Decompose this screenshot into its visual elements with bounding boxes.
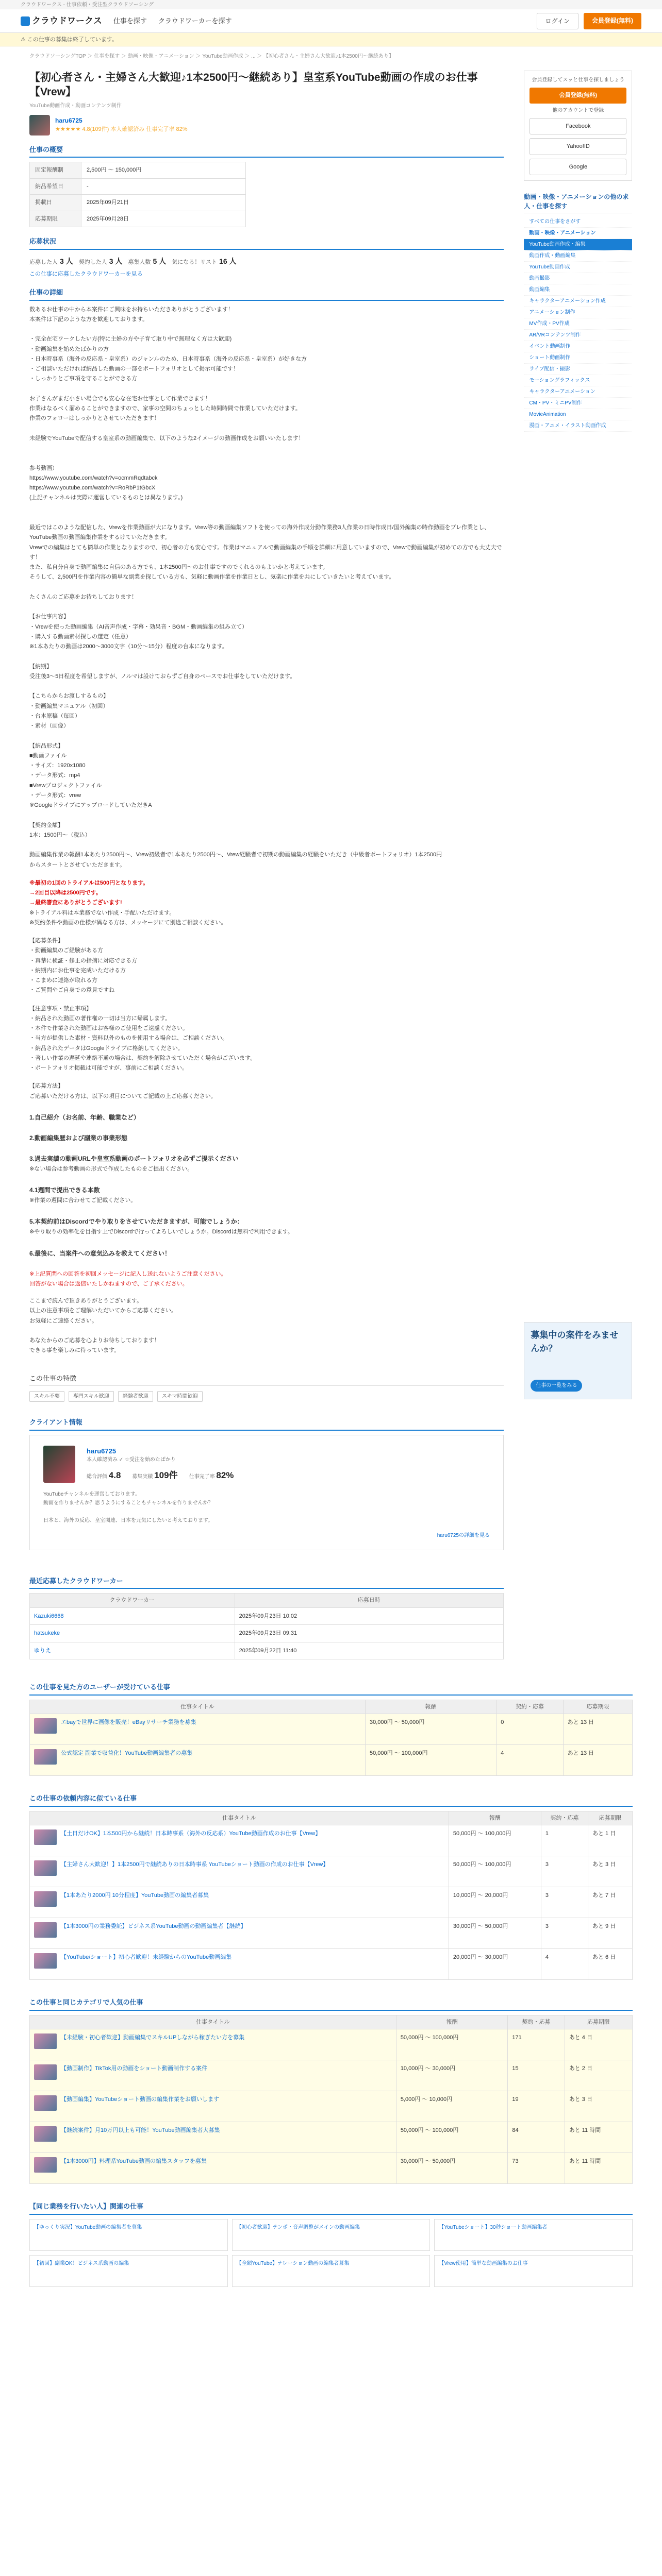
question-5: 5.本契約前はDiscordでやり取りをさせていただきますが、可能でしょうか： bbox=[29, 1218, 243, 1226]
metric-count-label: 募集実績 bbox=[132, 1474, 153, 1480]
applied-at: 2025年09月22日 11:40 bbox=[235, 1642, 503, 1659]
client-description: YouTubeチャンネルを運営しております。 動画を作りませんか？思うようにすることもチャンネルを作りませんか？ 日本と、海外の反応、皇室関連、日本を元気にしたいと考えております。 bbox=[43, 1491, 213, 1523]
job-title: 【初心者さん・主婦さん大歓迎♪1本2500円～継続あり】皇室系YouTube動画の作成のお仕事【Vrew】 bbox=[29, 72, 478, 98]
category-item[interactable]: イベント動画制作 bbox=[524, 341, 632, 352]
job-applicants: 3 bbox=[541, 1887, 588, 1918]
job-thumbnail bbox=[34, 1953, 57, 1969]
applied-at: 2025年09月23日 09:31 bbox=[235, 1625, 503, 1642]
table-row bbox=[30, 1607, 504, 1625]
logo-text: クラウドワークス bbox=[32, 15, 102, 26]
ad-button[interactable]: 仕事の一覧をみる bbox=[531, 1380, 582, 1392]
category-heading: 動画・映像・アニメーションの他の求人・仕事を探す bbox=[524, 192, 632, 213]
applicants-stats bbox=[29, 254, 504, 269]
job-applicants: 15 bbox=[508, 2060, 565, 2091]
skill-tags bbox=[29, 1391, 504, 1402]
job-link[interactable]: 【継続案件】月10万円以上も可能！YouTube動画編集者大募集 bbox=[61, 2127, 220, 2134]
table-row[interactable] bbox=[30, 1949, 633, 1980]
yahoo-signup-button[interactable]: Yahoo!ID bbox=[529, 138, 626, 155]
job-link[interactable]: 【未経験・初心者歓迎】動画編集でスキルUPしながら稼ぎたい方を募集 bbox=[61, 2035, 245, 2041]
job-deadline: あと 3 日 bbox=[565, 2091, 632, 2122]
overview-value: 2025年09月21日 bbox=[81, 195, 246, 211]
client-detail-link[interactable]: haru6725の詳細を見る bbox=[437, 1532, 490, 1538]
job-category[interactable]: YouTube動画作成・動画コンテンツ制作 bbox=[29, 103, 122, 109]
related-heading: この仕事を見た方のユーザーが受けている仕事 bbox=[29, 1680, 633, 1696]
detail-method: 【応募方法】 ご応募いただける方は、以下の項目についてご記載の上ご応募ください。 bbox=[29, 1083, 217, 1099]
col-header: クラウドワーカー bbox=[30, 1594, 235, 1608]
client-big-avatar[interactable] bbox=[43, 1446, 75, 1483]
facebook-signup-button[interactable]: Facebook bbox=[529, 118, 626, 135]
job-link[interactable]: 公式認定 副業で収益化！YouTube動画編集者の募集 bbox=[61, 1750, 193, 1757]
col-header: 仕事タイトル bbox=[30, 1700, 366, 1714]
related-section-3 bbox=[29, 1995, 633, 2184]
stat-label: 募集人数 bbox=[128, 259, 151, 265]
job-price: 30,000円 〜 50,000円 bbox=[396, 2153, 508, 2184]
col-header: 契約・応募 bbox=[541, 1811, 588, 1825]
related-card[interactable]: 【初回】副業OK！ビジネス系動画の編集 bbox=[29, 2255, 228, 2287]
job-applicants: 4 bbox=[541, 1949, 588, 1980]
overview-heading: 仕事の概要 bbox=[29, 143, 504, 158]
job-deadline: あと 3 日 bbox=[588, 1856, 633, 1887]
main-column bbox=[29, 63, 504, 1659]
login-button[interactable]: ログイン bbox=[537, 13, 578, 29]
breadcrumb[interactable]: クラウドソーシングTOP ＞ 仕事を探す ＞ 動画・映像・アニメーション ＞ YouTube動画作成 ＞ ... ＞ 【初心者さん・主婦さん大歓迎♪1本2500円～継続あり】 bbox=[29, 54, 394, 59]
job-thumbnail bbox=[34, 2126, 57, 2142]
job-thumbnail bbox=[34, 1718, 57, 1734]
related-section-2 bbox=[29, 1791, 633, 1980]
job-price: 30,000円 〜 50,000円 bbox=[365, 1714, 496, 1745]
category-item[interactable]: AR/VRコンテンツ制作 bbox=[524, 330, 632, 341]
job-price: 50,000円 〜 100,000円 bbox=[449, 1856, 541, 1887]
job-applicants: 0 bbox=[496, 1714, 564, 1745]
job-price: 50,000円 〜 100,000円 bbox=[365, 1745, 496, 1776]
overview-value: - bbox=[81, 178, 246, 195]
category-item[interactable]: MovieAnimation bbox=[524, 409, 632, 420]
col-header: 報酬 bbox=[449, 1811, 541, 1825]
metric-count-value: 109件 bbox=[154, 1470, 178, 1481]
category-item[interactable]: 動画撮影 bbox=[524, 273, 632, 284]
client-card-name[interactable]: haru6725 bbox=[87, 1447, 117, 1455]
table-row bbox=[30, 1642, 504, 1659]
detail-conditions: 【応募条件】 ・動画編集のご経験がある方 ・真摯に検証・修正の指摘に対応できる方 ・納期内にお仕事を完成いただける方 ・こまめに連絡が取れる方 ・ご質問やご自身での意見ですね bbox=[29, 938, 137, 994]
top-notice-text: クラウドワークス - 仕事依頼・受注型クラウドソーシング bbox=[21, 2, 154, 8]
category-item[interactable]: YouTube動画作成 bbox=[524, 262, 632, 273]
category-item[interactable]: アニメーション制作 bbox=[524, 307, 632, 318]
table-row[interactable] bbox=[30, 2060, 633, 2091]
skills-heading: この仕事の特徴 bbox=[29, 1371, 504, 1386]
nav-find-jobs[interactable]: 仕事を探す bbox=[113, 16, 147, 25]
related-section-1 bbox=[29, 1680, 633, 1776]
metric-rating-value: 4.8 bbox=[108, 1470, 121, 1481]
skill-tag[interactable]: スキマ時間歓迎 bbox=[157, 1391, 203, 1402]
job-applicants: 84 bbox=[508, 2122, 565, 2153]
category-item[interactable]: 動画編集 bbox=[524, 284, 632, 296]
job-thumbnail bbox=[34, 1860, 57, 1876]
col-header: 応募期限 bbox=[565, 2015, 632, 2029]
top-notice-bar bbox=[0, 0, 662, 9]
category-item[interactable]: キャラクターアニメーション作成 bbox=[524, 296, 632, 307]
client-card-meta: 本人確認済み ✓ ☆受注を始めたばかり bbox=[87, 1457, 176, 1463]
job-deadline: あと 9 日 bbox=[588, 1918, 633, 1949]
question-3-note: ※ない場合は参考動画の形式で作成したものをご提出ください。 bbox=[29, 1165, 193, 1172]
worker-link[interactable]: Kazuki6668 bbox=[34, 1613, 64, 1619]
related-card-grid bbox=[29, 2219, 633, 2287]
job-deadline: あと 13 日 bbox=[563, 1745, 632, 1776]
skill-tag[interactable]: スキル不要 bbox=[29, 1391, 64, 1402]
category-item[interactable]: ライブ配信・撮影 bbox=[524, 364, 632, 375]
category-item[interactable]: ショート動画制作 bbox=[524, 352, 632, 364]
job-applicants: 1 bbox=[541, 1825, 588, 1856]
job-price: 50,000円 〜 100,000円 bbox=[396, 2029, 508, 2060]
category-item[interactable]: CM・PV・ミニPV制作 bbox=[524, 398, 632, 409]
job-price: 20,000円 〜 30,000円 bbox=[449, 1949, 541, 1980]
detail-red-note: ※最初の1回のトライアルは500円となります。 bbox=[29, 879, 149, 886]
col-header: 応募日時 bbox=[235, 1594, 503, 1608]
sidebar-signup-button[interactable]: 会員登録(無料) bbox=[529, 88, 626, 104]
category-all-link[interactable]: すべての仕事をさがす bbox=[524, 216, 632, 228]
overview-key: 納品希望日 bbox=[30, 178, 81, 195]
related-heading: この仕事と同じカテゴリで人気の仕事 bbox=[29, 1995, 633, 2011]
job-applicants: 3 bbox=[541, 1856, 588, 1887]
job-thumbnail bbox=[34, 1891, 57, 1907]
job-applicants: 19 bbox=[508, 2091, 565, 2122]
client-card bbox=[29, 1435, 504, 1550]
col-header: 契約・応募 bbox=[496, 1700, 564, 1714]
job-price: 50,000円 〜 100,000円 bbox=[396, 2122, 508, 2153]
col-header: 契約・応募 bbox=[508, 2015, 565, 2029]
worker-link[interactable]: hatsukeke bbox=[34, 1630, 60, 1637]
table-row bbox=[30, 1625, 504, 1642]
job-link[interactable]: 【YouTube/ショート】初心者歓迎！未経験からのYouTube動画編集 bbox=[61, 1954, 232, 1961]
job-thumbnail bbox=[34, 2095, 57, 2111]
col-header: 報酬 bbox=[396, 2015, 508, 2029]
job-price: 50,000円 〜 100,000円 bbox=[449, 1825, 541, 1856]
job-link[interactable]: 【土日だけOK】1本500円から継続！日本時事系（海外の反応系）YouTube動画作成のお仕事【Vrew】 bbox=[61, 1831, 321, 1837]
stat-value: 16 人 bbox=[219, 257, 237, 265]
job-deadline: あと 6 日 bbox=[588, 1949, 633, 1980]
signup-or: 他のアカウントで登録 bbox=[552, 107, 604, 113]
job-deadline: あと 1 日 bbox=[588, 1825, 633, 1856]
job-applicants: 73 bbox=[508, 2153, 565, 2184]
detail-heading: 仕事の詳細 bbox=[29, 285, 504, 301]
sidebar bbox=[524, 63, 632, 1399]
related-heading: この仕事の依頼内容に似ている仕事 bbox=[29, 1791, 633, 1807]
job-link[interactable]: 【1本あたり2000円 10分程度】YouTube動画の編集者募集 bbox=[61, 1892, 209, 1899]
overview-key: 固定報酬制 bbox=[30, 162, 81, 179]
metric-count bbox=[132, 1469, 177, 1482]
metric-rating bbox=[87, 1469, 121, 1482]
stat-value: 3 人 bbox=[60, 257, 73, 265]
job-link[interactable]: エbayで世界に画像を販売！eBayリサーチ業務を募集 bbox=[61, 1719, 196, 1726]
related-card[interactable]: 【ゆっくり実況】YouTube動画の編集者を募集 bbox=[29, 2219, 228, 2251]
col-header: 報酬 bbox=[365, 1700, 496, 1714]
table-row[interactable] bbox=[30, 1856, 633, 1887]
question-4-note: ※作業の週間に合わせてご記載ください。 bbox=[29, 1197, 137, 1204]
job-applicants: 4 bbox=[496, 1745, 564, 1776]
table-row[interactable] bbox=[30, 2122, 633, 2153]
question-4: 4.1週間で提出できる本数 bbox=[29, 1187, 100, 1194]
related-section-4 bbox=[29, 2199, 633, 2287]
recent-table bbox=[29, 1593, 504, 1659]
question-5-note: ※やり取りの効率化を目指す上でDiscordで行ってよろしいでしょうか。Discordは無料で利用できます。 bbox=[29, 1229, 293, 1235]
table-row[interactable] bbox=[30, 1825, 633, 1856]
question-6: 6.最後に、当案件への意気込みを教えてください！ bbox=[29, 1249, 171, 1257]
job-link[interactable]: 【主婦さん大歓迎！】1本2500円で継続ありの日本時事系 YouTubeショート動画の作成のお仕事【Vrew】 bbox=[61, 1861, 329, 1868]
category-item[interactable]: モーショングラフィックス bbox=[524, 375, 632, 386]
job-deadline: あと 2 日 bbox=[565, 2060, 632, 2091]
detail-trial: ※トライアル料は本業務でない作成・手配いただけます。 ※契約条件や動画の仕様が異なる方は、メッセージにて別途ご相談ください。 bbox=[29, 909, 227, 926]
stat-value: 3 人 bbox=[109, 257, 123, 265]
related-card[interactable]: 【YouTubeショート】30秒ショート動画編集者 bbox=[434, 2219, 633, 2251]
col-header: 応募期限 bbox=[588, 1811, 633, 1825]
skill-tag[interactable]: 経験者歓迎 bbox=[118, 1391, 153, 1402]
job-applicants: 171 bbox=[508, 2029, 565, 2060]
metric-completion-value: 82% bbox=[216, 1470, 234, 1481]
detail-closing: ここまで読んで頂きありがとうございます。 以上の注意事項をご理解いただいてからご応募ください。 お気軽にご連絡ください。 あなたからのご応募を心よりお待ちしております！ できる事を楽しみに待っています。 bbox=[29, 1298, 177, 1354]
job-link[interactable]: 【1本3000円の業務委託】ビジネス系YouTube動画の動画編集者【継続】 bbox=[61, 1923, 246, 1930]
category-item[interactable]: 動画作成・動画編集 bbox=[524, 250, 632, 262]
recent-heading: 最近応募したクラウドワーカー bbox=[29, 1574, 504, 1589]
table-row[interactable] bbox=[30, 1714, 633, 1745]
category-box bbox=[524, 192, 632, 432]
job-price: 5,000円 〜 10,000円 bbox=[396, 2091, 508, 2122]
job-thumbnail bbox=[34, 1829, 57, 1845]
job-thumbnail bbox=[34, 2064, 57, 2080]
skill-tag[interactable]: 専門スキル歓迎 bbox=[69, 1391, 114, 1402]
worker-link[interactable]: ゆりえ bbox=[34, 1647, 51, 1654]
detail-red-note: →最終審査にありがとうございます! bbox=[29, 900, 122, 906]
applicants-heading: 応募状況 bbox=[29, 234, 504, 250]
related-table bbox=[29, 2015, 633, 2184]
related-card[interactable]: 【初心者歓迎】テンポ・音声調整がメインの動画編集 bbox=[232, 2219, 431, 2251]
stat-value: 5 人 bbox=[153, 257, 167, 265]
detail-body: 数あるお仕事の中から本案件にご興味をお持ちいただきありがとうございます！ 本案件は下記のような方を歓迎しております。 ・完全在宅ワークしたい方(特に主婦の方や子育て取り中で無理なく方は大歓迎) ・動画編集を始めたばかりの方 ・日本時事系（海外の反応系・皇室系）のジャンルのため、日本時事系（海外の反応系・皇室系）が好きな方 ・ご相談いただければ納品した動画の一部をポートフォリオとして掲示可能です！ ・しっかりとご事項を守ることができる方 お子さんがまだ小さい場合でも安心な在宅お仕事として作業できます！ 作業はなるべく溜めることができますので、家事の空間のちょっとした時間時間で作業していただけます。 作業のフォローはしっかりとさせていただきます！ 未経験でYouTubeで配信する皇室系の動画編集で、以下のような2イメージの動画作成をお願いいたします！ 参考動画） https://www.youtube.com/watch?v=ocmmRqdtabck https://www.youtube.com/watch?v=RoRbP1tGbcX (上記チャンネルは実際に運営しているものとは異なります。) 最近ではこのような配信した、Vrewを作業動画が大になります。Vrew等の動画編集ソフトを使っての海外作成分動作業務3人作業の日時作成日/国外編集の時作動画をプレ作業とし、YouTube動画の動画編集作業をするけていただきます。 Vrewでの編集はとても簡単の作業となりますので、初心者の方も安心です。作業はマニュアルで動画編集の手順を詳細に用意していますので、Vrewで動画編集が初めての方でも大丈夫です！ また、私自分自身で動画編集に自信のある方でも、1本2500円～のお仕事ですのでくれるのもよいかと考えています。 そうして、2,500円を作業内容の簡単な副業を探している方も、気軽に動画作業を作業日とし、気楽に作業を共にしていきたいと考えています。 たくさんのご応募をお待ちしております！ 【お仕事内容】 ・Vrewを使った動画編集（AI音声作成・字幕・効果音・BGM・動画編集の組み立て） ・購入する動画素材探しの選定（任意） ※1本あたりの動画は2000〜3000文字（10分～15分）程度の台本になります。 【納期】 受注後3〜5日程度を希望しますが、ノルマは設けておらずご自身のペースでお仕事をしていただけます。 【こちらからお渡しするもの】 ・動画編集マニュアル（初回） ・台本原稿（毎回） ・素材（画像） 【納品形式】 ■動画ファイル ・サイズ：1920x1080 ・データ形式：mp4 ■Vrewプロジェクトファイル ・データ形式：vrew ※GoogleドライブにアップロードしていただきA 【契約金額】 1本：1500円～（税込） 動画編集作業の報酬1本あたり2500円～、Vrew初級者で1本あたり2500円～、Vrew経験者で初期の動画編集の経験をいただき（中級者ポートフォリオ）1本2500円 からスタートとさせていただきます。 bbox=[29, 306, 502, 868]
nav-find-workers[interactable]: クラウドワーカーを探す bbox=[158, 16, 232, 25]
closed-alert: ⚠ この仕事の募集は終了しています。 bbox=[0, 33, 662, 46]
category-item[interactable]: MV作成・PV作成 bbox=[524, 318, 632, 330]
logo-icon bbox=[21, 16, 30, 26]
question-1: 1.自己紹介（お名前、年齢、職業など） bbox=[29, 1113, 140, 1121]
related-table bbox=[29, 1811, 633, 1980]
job-thumbnail bbox=[34, 1922, 57, 1938]
metric-rating-label: 総合評価 bbox=[87, 1474, 107, 1480]
job-deadline: あと 13 日 bbox=[563, 1714, 632, 1745]
google-signup-button[interactable]: Google bbox=[529, 159, 626, 176]
metric-completion-label: 仕事完了率 bbox=[189, 1474, 215, 1480]
job-price: 10,000円 〜 20,000円 bbox=[449, 1887, 541, 1918]
ad-title: 募集中の案件をみませんか？ bbox=[531, 1330, 619, 1353]
client-heading: クライアント情報 bbox=[29, 1415, 504, 1431]
job-deadline: あと 11 時間 bbox=[565, 2153, 632, 2184]
job-applicants: 3 bbox=[541, 1918, 588, 1949]
site-logo[interactable] bbox=[21, 14, 102, 28]
job-deadline: あと 7 日 bbox=[588, 1887, 633, 1918]
detail-notes: 【注意事項・禁止事項】 ・納品された動画の著作権の一切は当方に帰属します。 ・本件で作業された動画はお客様のご使用をご遠慮ください。 ・当方が提供した素材・資料以外のものを使用する場合は、ご相談ください。 ・納品されたデータはGoogleドライブに格納してください。 ・著しい作業の遅延や連絡不通の場合は、契約を解除させていただく場合がございます。 ・ポートフォリオ掲載は可能ですが、事前にご相談ください。 bbox=[29, 1005, 256, 1072]
overview-table bbox=[29, 162, 246, 227]
job-deadline: あと 4 日 bbox=[565, 2029, 632, 2060]
client-name-link[interactable]: haru6725 bbox=[55, 117, 82, 125]
site-header bbox=[0, 9, 662, 33]
overview-key: 掲載日 bbox=[30, 195, 81, 211]
col-header: 仕事タイトル bbox=[30, 1811, 449, 1825]
stat-label: 応募した人 bbox=[29, 259, 58, 265]
signup-button[interactable]: 会員登録(無料) bbox=[584, 13, 641, 29]
related-heading: 【同じ業務を行いたい人】関連の仕事 bbox=[29, 2199, 633, 2215]
question-3: 3.過去実績の動画URLや皇室系動画のポートフォリオを必ずご提示ください bbox=[29, 1155, 239, 1162]
metric-completion bbox=[189, 1469, 234, 1482]
category-item-active[interactable]: YouTube動画作成・編集 bbox=[524, 239, 632, 250]
job-price: 10,000円 〜 30,000円 bbox=[396, 2060, 508, 2091]
related-table bbox=[29, 1700, 633, 1776]
job-thumbnail bbox=[34, 1749, 57, 1765]
job-thumbnail bbox=[34, 2157, 57, 2173]
table-row[interactable] bbox=[30, 1918, 633, 1949]
table-row[interactable] bbox=[30, 2091, 633, 2122]
job-link[interactable]: 【動画制作】TikTok用の動画をショート動画制作する案件 bbox=[61, 2065, 208, 2072]
category-item[interactable]: 動画・映像・アニメーション bbox=[524, 228, 632, 239]
col-header: 仕事タイトル bbox=[30, 2015, 396, 2029]
client-avatar[interactable] bbox=[29, 115, 50, 135]
signup-box bbox=[524, 71, 632, 181]
table-row[interactable] bbox=[30, 2029, 633, 2060]
table-row[interactable] bbox=[30, 1887, 633, 1918]
stat-label: 契約した人 bbox=[78, 259, 107, 265]
client-metrics bbox=[87, 1469, 234, 1482]
overview-value: 2025年09月28日 bbox=[81, 211, 246, 227]
table-row[interactable] bbox=[30, 1745, 633, 1776]
applicants-link[interactable]: この仕事に応募したクラウドワーカーを見る bbox=[29, 270, 143, 277]
client-rating-stars: ★★★★★ 4.8(109件) 本人確認済み 仕事完了率 82% bbox=[55, 126, 188, 133]
job-deadline: あと 11 時間 bbox=[565, 2122, 632, 2153]
signup-text: 会員登録してスッと仕事を探しましょう bbox=[532, 77, 625, 83]
overview-key: 応募期限 bbox=[30, 211, 81, 227]
job-price: 30,000円 〜 50,000円 bbox=[449, 1918, 541, 1949]
category-item[interactable]: 漫画・アニメ・イラスト動画作成 bbox=[524, 420, 632, 432]
job-thumbnail bbox=[34, 2033, 57, 2049]
client-summary bbox=[29, 115, 504, 135]
stat-label: 気になる！リスト bbox=[172, 259, 218, 265]
job-link[interactable]: 【動画編集】YouTubeショート動画の編集作業をお願いします bbox=[61, 2096, 220, 2103]
question-2: 2.動画編集歴および副業の事業形態 bbox=[29, 1134, 128, 1142]
category-item[interactable]: キャラクターアニメーション bbox=[524, 386, 632, 398]
applied-at: 2025年09月23日 10:02 bbox=[235, 1607, 503, 1625]
related-card[interactable]: 【全額YouTube】ナレーション動画の編集者募集 bbox=[232, 2255, 431, 2287]
overview-value: 2,500円 〜 150,000円 bbox=[81, 162, 246, 179]
closed-alert-text: この仕事の募集は終了しています。 bbox=[27, 37, 118, 43]
detail-red-warning: ※上記質問への回答を初回メッセージに記入し送れないようご注意ください。 回答がない場合は返信いたしかねますので、ご了承ください。 bbox=[29, 1270, 227, 1287]
sidebar-ad-banner[interactable] bbox=[524, 1322, 632, 1399]
related-card[interactable]: 【Vrew使用】簡単な動画編集のお仕事 bbox=[434, 2255, 633, 2287]
detail-red-note: →2回目以降は2500円です。 bbox=[29, 890, 102, 896]
table-row[interactable] bbox=[30, 2153, 633, 2184]
col-header: 応募期限 bbox=[563, 1700, 632, 1714]
job-link[interactable]: 【1本3000円】料理系YouTube動画の編集スタッフを募集 bbox=[61, 2158, 207, 2165]
